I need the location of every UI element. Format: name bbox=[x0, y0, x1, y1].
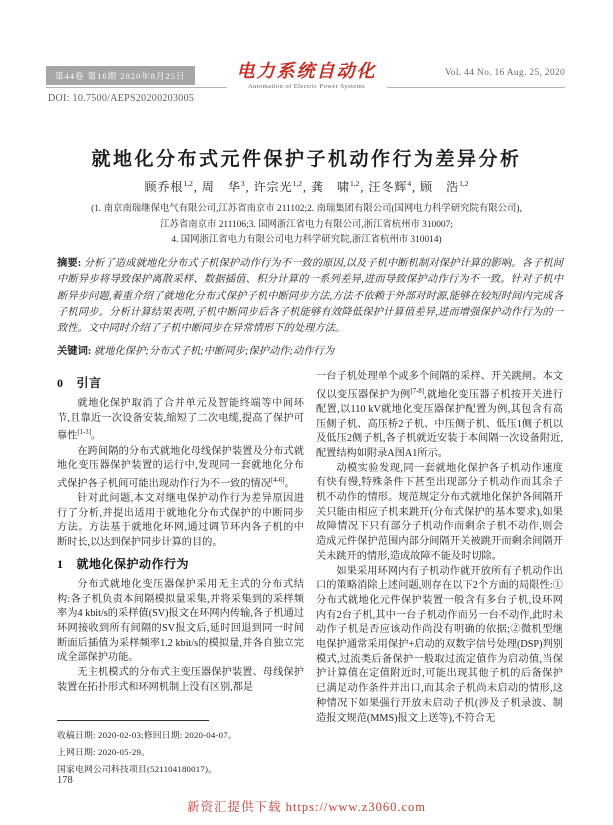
body-paragraph: 就地化保护取消了合并单元及智能终端等中间环节,且靠近一次设备安装,缩短了二次电缆,提高了保护可靠性[1-3]。 bbox=[57, 398, 304, 442]
footnote-line: 国家电网公司科技项目(521104180017)。 bbox=[57, 764, 218, 774]
section-heading bbox=[57, 555, 304, 572]
abstract-text: 分析了造成就地化分布式子机保护动作行为不一致的原因,以及子机中断机制对保护计算的影响。各子机间中断异步将导致保护离散采样、数据插值、积分计算的一系列差异,进而导致保护动作行为不一致。针对子机中断异步问题,着重介绍了就地化分布式保护子机中断同步方法,方法不依赖于外部对时源,能够在较短时间内完成各子机同步。分析计算结果表明,子机中断同步后各子机能够有效降低保护计算值差异,进而增强保护动作行为的一致性。文中同时介绍了子机中断同步在异常情形下的处理方法。 bbox=[57, 258, 563, 335]
author-name: 顾 浩 bbox=[420, 180, 460, 194]
section-number: 0 bbox=[57, 376, 64, 390]
author-name: 顾乔根 bbox=[144, 180, 184, 194]
keywords-text: 就地化保护;分布式子机;中断同步;保护动作;动作行为 bbox=[93, 346, 335, 358]
body-paragraph: 在跨间隔的分布式就地化母线保护装置及分布式就地化变压器保护装置的运行中,发现同一套就地化分布式保护各子机间可能出现动作行为不一致的情况[4-6]。 bbox=[57, 445, 304, 490]
author-name: 周 华 bbox=[201, 180, 241, 194]
affiliations bbox=[0, 202, 613, 249]
author-name: 龚 啸 bbox=[311, 180, 351, 194]
abstract bbox=[57, 256, 563, 337]
body-paragraph: 无主机模式的分布式主变压器保护装置、母线保护装置在拓扑形式和环网机制上没有区别,都是 bbox=[57, 667, 304, 693]
body-paragraph: 一台子机处理单个或多个间隔的采样、开关跳闸。本文仅以变压器保护为例[7-8],就地化变压器子机按开关进行配置,以110 kV就地化变压器保护配置为例,其包含有高压侧子机、高压桥2子机、中压侧子机、低压1侧子机以及低压2侧子机,各子机就近安装于本间隔一次设备附近,配置结构如附录A图A1所示。 bbox=[316, 371, 564, 459]
body-paragraph: 分布式就地化变压器保护采用无主式的分布式结构:各子机负责本间隔模拟量采集,并将采集到的采样频率为4 kbit/s的采样值(SV)报文在环网内传输,各子机通过环网接收到所有间隔的SV报文后,延时回退到同一时间断面后插值为采样频率1.2 kbit/s的模拟量,并各自独立完成全部保护功能。 bbox=[57, 578, 304, 664]
citation-mark: [7-8] bbox=[410, 387, 425, 395]
keywords bbox=[57, 344, 563, 360]
footnote-line: 上网日期: 2020-05-29。 bbox=[57, 747, 151, 757]
body-paragraph: 针对此问题,本文对继电保护动作行为差异原因进行了分析,并提出适用于就地化分布式保护的中断同步方法。方法基于就地化环网,通过调节环内各子机的中断时长,以达到保护同步计算的目的。 bbox=[57, 493, 304, 549]
left-column bbox=[57, 370, 304, 778]
watermark-text: 新资汇提供下载 https://www.z3060.com bbox=[187, 800, 426, 814]
body-paragraph: 动模实验发现,同一套就地化保护各子机动作速度有快有慢,特殊条件下甚至出现部分子机动作而其余子机不动作的情形。规范规定分布式就地化保护各间隔开关只能由相应子机来跳开(分布式保护的基本要求),如果故障情况下只有部分子机动作而剩余子机不动作,则会造成元件保护范围内部分间隔开关被跳开而剩余间隔开关未跳开的情形,造成故障不能及时切除。 bbox=[316, 462, 563, 562]
citation-mark: [4-6] bbox=[270, 476, 285, 484]
author-affil-mark: 4 bbox=[407, 179, 412, 188]
author-separator: , bbox=[360, 180, 365, 194]
author-affil-mark: 1,2 bbox=[350, 179, 360, 188]
issue-badge: 第44卷 第16期 2020年8月25日 bbox=[46, 66, 195, 85]
citation-mark: [1-3] bbox=[77, 429, 91, 437]
author-name: 许宗光 bbox=[253, 180, 293, 194]
abstract-label: 摘要: bbox=[57, 258, 82, 269]
doi-text: DOI: 10.7500/AEPS20200203005 bbox=[48, 93, 195, 104]
author-name: 汪冬辉 bbox=[368, 180, 408, 194]
author-separator: , bbox=[412, 180, 417, 194]
volume-info: Vol. 44 No. 16 Aug. 25, 2020 bbox=[444, 68, 565, 78]
affiliation-line: 江苏省南京市 211106;3. 国网浙江省电力有限公司,浙江省杭州市 310007; bbox=[160, 219, 453, 230]
header-rule bbox=[46, 87, 565, 88]
body-columns bbox=[57, 370, 563, 778]
right-column bbox=[316, 370, 563, 778]
section-number: 1 bbox=[57, 556, 64, 571]
keywords-label: 关键词: bbox=[57, 346, 92, 358]
author-separator: , bbox=[303, 180, 307, 194]
author-affil-mark: 1,2 bbox=[183, 179, 193, 188]
page-number: 178 bbox=[57, 775, 73, 786]
journal-name-cn: 电力系统自动化 bbox=[236, 61, 377, 81]
page-title: 就地化分布式元件保护子机动作行为差异分析 bbox=[91, 149, 522, 170]
author-affil-mark: 1,2 bbox=[292, 179, 302, 188]
abstract-block bbox=[57, 256, 563, 361]
author-affil-mark: 3 bbox=[240, 179, 245, 188]
authors-line bbox=[0, 178, 613, 195]
affiliation-line: 4. 国网浙江省电力有限公司电力科学研究院,浙江省杭州市 310014) bbox=[171, 235, 442, 245]
section-title: 就地化保护动作行为 bbox=[76, 556, 190, 571]
author-affil-mark: 1,2 bbox=[459, 179, 469, 188]
footnote-block bbox=[57, 712, 304, 778]
footnote-rule bbox=[57, 720, 209, 721]
section-heading bbox=[57, 374, 304, 391]
footnote-line: 收稿日期: 2020-02-03;修回日期: 2020-04-07。 bbox=[57, 730, 237, 740]
author-separator: , bbox=[193, 180, 198, 194]
section-title: 引言 bbox=[76, 376, 102, 390]
author-separator: , bbox=[245, 180, 250, 194]
journal-name-en: Automation of Electric Power Systems bbox=[247, 83, 366, 90]
body-paragraph: 如果采用环网内有子机动作就开放所有子机动作出口的策略消除上述问题,则存在以下2个方面的局限性:①分布式就地化元件保护装置一般含有多台子机,设环网内有2台子机,其中一台子机动作而另一台不动作,此时未动作子机是否应该动作尚没有明确的依据;②微机型继电保护通常采用保护+启动的双数字信号处理(DSP)判别模式,过流类后备保护一般取过流定值作为启动值,当保护计算值在定值附近时,可能出现其他子机的后备保护已满足动作条件并出口,而其余子机尚未启动的情形,这种情况下如果强行开放未启动子机(涉及子机录波、制造报文规范(MMS)报文上送等),不符合无 bbox=[316, 565, 563, 724]
affiliation-line: (1. 南京南瑞继保电气有限公司,江苏省南京市 211102;2. 南瑞集团有限公司(国网电力科学研究院有限公司), bbox=[91, 204, 522, 214]
